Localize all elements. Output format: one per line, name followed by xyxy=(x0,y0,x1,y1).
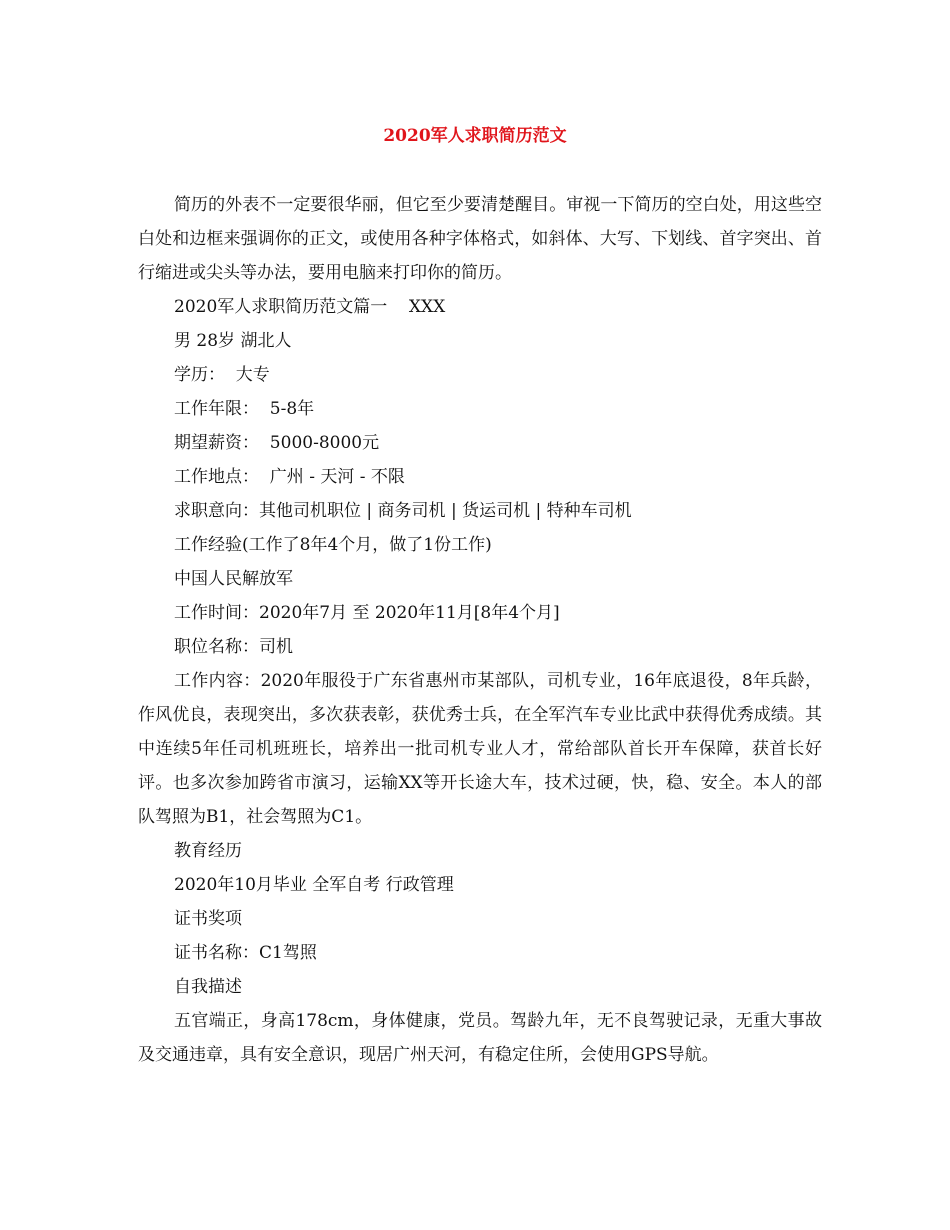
paragraph-self-description-heading: 自我描述 xyxy=(174,977,242,997)
paragraph-intro: 简历的外表不一定要很华丽，但它至少要清楚醒目。审视一下简历的空白处，用这些空白处和边框来强调你的正文，或使用各种字体格式，如斜体、大写、下划线、首字突出、首行缩进或尖头等办法，要用电脑来打印你的简历。 xyxy=(138,195,822,283)
paragraph-expected-salary: 期望薪资： 5000-8000元 xyxy=(174,433,380,453)
paragraph-self-description: 五官端正，身高178cm，身体健康，党员。驾龄九年，无不良驾驶记录，无重大事故及交通违章，具有安全意识，现居广州天河，有稳定住所，会使用GPS导航。 xyxy=(138,1011,822,1065)
paragraph-work-content: 工作内容：2020年服役于广东省惠州市某部队，司机专业，16年底退役，8年兵龄，作风优良，表现突出，多次获表彰，获优秀士兵，在全军汽车专业比武中获得优秀成绩。其中连续5年任司机班班长，培养出一批司机专业人才，常给部队首长开车保障，获首长好评。也多次参加跨省市演习，运输XX等开长途大车，技术过硬，快，稳、安全。本人的部队驾照为B1，社会驾照为C1。 xyxy=(138,671,822,827)
paragraph-work-experience: 工作经验(工作了8年4个月，做了1份工作) xyxy=(174,535,492,555)
paragraph-certificate-name: 证书名称：C1驾照 xyxy=(174,943,317,963)
paragraph-resume-heading: 2020军人求职简历范文篇一 XXX xyxy=(174,297,446,317)
paragraph-basic-info: 男 28岁 湖北人 xyxy=(174,331,292,351)
paragraph-position: 职位名称：司机 xyxy=(174,637,293,657)
paragraph-job-intention: 求职意向：其他司机职位 | 商务司机 | 货运司机 | 特种车司机 xyxy=(174,501,632,521)
paragraph-education-detail: 2020年10月毕业 全军自考 行政管理 xyxy=(174,875,454,895)
paragraph-work-years: 工作年限： 5-8年 xyxy=(174,399,315,419)
paragraph-work-location: 工作地点： 广州 - 天河 - 不限 xyxy=(174,467,405,487)
document-title: 2020军人求职简历范文 xyxy=(383,126,567,146)
paragraph-education-level: 学历： 大专 xyxy=(174,365,270,385)
paragraph-employer: 中国人民解放军 xyxy=(174,569,293,589)
paragraph-certificates-heading: 证书奖项 xyxy=(174,909,242,929)
document-body xyxy=(138,188,822,1072)
paragraph-education-heading: 教育经历 xyxy=(174,841,242,861)
paragraph-work-time: 工作时间：2020年7月 至 2020年11月[8年4个月] xyxy=(174,603,560,623)
